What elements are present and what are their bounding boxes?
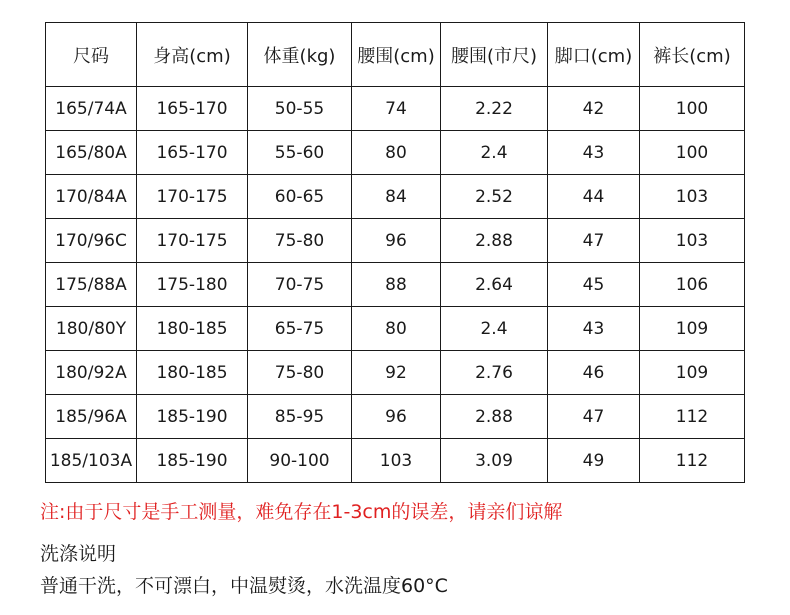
table-cell: 96 [352,219,441,263]
table-cell: 47 [548,219,640,263]
table-cell: 92 [352,351,441,395]
table-cell: 50-55 [248,87,352,131]
table-row [46,175,745,219]
table-cell: 49 [548,439,640,483]
table-cell: 185/96A [46,395,137,439]
header-size: 尺码 [46,23,137,87]
table-cell: 45 [548,263,640,307]
table-cell: 170-175 [137,219,248,263]
table-cell: 2.76 [441,351,548,395]
table-cell: 106 [640,263,745,307]
table-cell: 88 [352,263,441,307]
table-cell: 185/103A [46,439,137,483]
table-cell: 43 [548,131,640,175]
table-cell: 3.09 [441,439,548,483]
table-cell: 2.4 [441,131,548,175]
table-cell: 85-95 [248,395,352,439]
table-cell: 84 [352,175,441,219]
table-cell: 165/74A [46,87,137,131]
table-cell: 185-190 [137,395,248,439]
header-waist-cm: 腰围(cm) [352,23,441,87]
table-cell: 103 [352,439,441,483]
table-row [46,395,745,439]
table-cell: 2.52 [441,175,548,219]
table-cell: 74 [352,87,441,131]
table-cell: 175-180 [137,263,248,307]
table-cell: 80 [352,131,441,175]
table-row [46,87,745,131]
table-row [46,131,745,175]
header-waist-chi: 腰围(市尺) [441,23,548,87]
table-cell: 60-65 [248,175,352,219]
table-cell: 2.88 [441,395,548,439]
table-cell: 2.4 [441,307,548,351]
table-cell: 109 [640,351,745,395]
table-cell: 55-60 [248,131,352,175]
table-cell: 112 [640,439,745,483]
table-cell: 65-75 [248,307,352,351]
table-cell: 75-80 [248,219,352,263]
header-length: 裤长(cm) [640,23,745,87]
table-cell: 112 [640,395,745,439]
table-cell: 180-185 [137,307,248,351]
table-cell: 175/88A [46,263,137,307]
header-row [46,23,745,87]
table-cell: 185-190 [137,439,248,483]
table-cell: 90-100 [248,439,352,483]
size-chart-table [45,22,745,483]
table-cell: 2.88 [441,219,548,263]
table-row [46,439,745,483]
table-cell: 44 [548,175,640,219]
table-cell: 2.64 [441,263,548,307]
table-cell: 96 [352,395,441,439]
table-cell: 100 [640,131,745,175]
table-row [46,307,745,351]
table-cell: 170/96C [46,219,137,263]
table-cell: 2.22 [441,87,548,131]
header-weight: 体重(kg) [248,23,352,87]
table-cell: 165/80A [46,131,137,175]
table-cell: 75-80 [248,351,352,395]
washing-title: 洗涤说明 [40,543,117,565]
table-cell: 103 [640,175,745,219]
table-cell: 80 [352,307,441,351]
header-height: 身高(cm) [137,23,248,87]
table-cell: 165-170 [137,131,248,175]
table-row [46,263,745,307]
header-hem: 脚口(cm) [548,23,640,87]
table-cell: 46 [548,351,640,395]
table-cell: 180-185 [137,351,248,395]
table-cell: 165-170 [137,87,248,131]
table-cell: 70-75 [248,263,352,307]
table-cell: 180/92A [46,351,137,395]
measurement-note: 注:由于尺寸是手工测量，难免存在1-3cm的误差，请亲们谅解 [40,501,563,523]
table-row [46,351,745,395]
table-cell: 100 [640,87,745,131]
table-cell: 170/84A [46,175,137,219]
table-cell: 42 [548,87,640,131]
table-cell: 109 [640,307,745,351]
table-cell: 103 [640,219,745,263]
table-cell: 43 [548,307,640,351]
washing-instructions: 普通干洗，不可漂白，中温熨烫，水洗温度60°C [40,575,448,597]
table-cell: 170-175 [137,175,248,219]
table-cell: 47 [548,395,640,439]
table-cell: 180/80Y [46,307,137,351]
table-row [46,219,745,263]
